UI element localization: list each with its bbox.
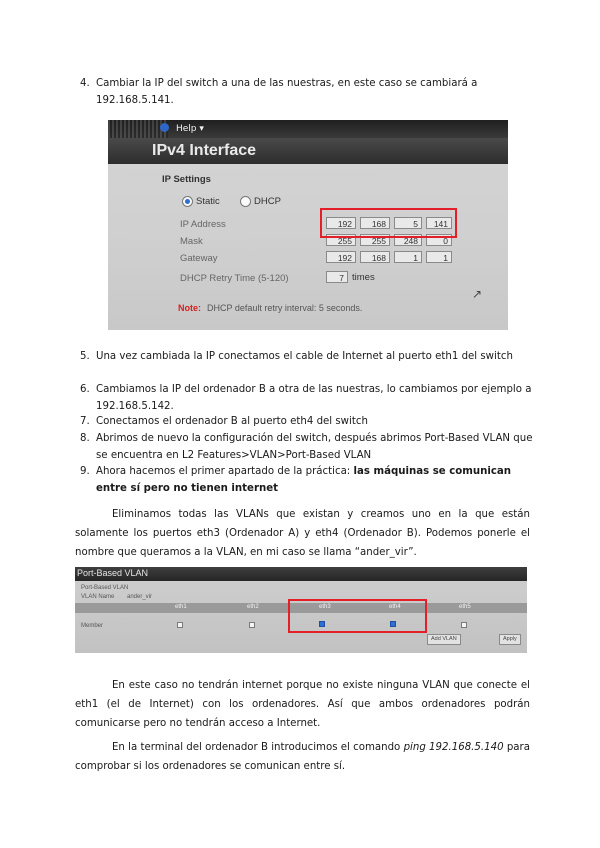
list-text: Conectamos el ordenador B al puerto eth4 del switch [96, 416, 368, 427]
paragraph-no-internet: En este caso no tendrán internet porque no existe ninguna VLAN que conecte el eth1 (el de Internet) con los ordenadores. Así que ambos ordenadores podrán comunicarse pero no tendrán acceso a Internet. [75, 680, 530, 729]
col-eth2: eth2 [247, 604, 259, 610]
list-item-step-5 [80, 348, 536, 365]
mask-octet-1: 255 [326, 234, 356, 246]
list-number: 9. [80, 466, 90, 477]
ping-command: ping 192.168.5.140 [403, 742, 504, 753]
menu-bar [108, 120, 508, 138]
help-icon [160, 123, 169, 132]
dhcp-label: DHCP [254, 196, 281, 207]
list-item-step-8 [80, 430, 536, 464]
eth1-checkbox-icon [177, 622, 183, 628]
col-eth5: eth5 [459, 604, 471, 610]
retry-input: 7 [326, 271, 348, 283]
panel-header [108, 138, 508, 164]
ip-octet-1: 192 [326, 217, 356, 229]
panel-title: Port-Based VLAN [77, 568, 149, 578]
gateway-octet-2: 168 [360, 251, 390, 263]
dhcp-retry-label: DHCP Retry Time (5-120) [180, 273, 289, 284]
mask-octet-3: 248 [394, 234, 422, 246]
list-text: Abrimos de nuevo la configuración del switch, después abrimos Port-Based VLAN que se encuentra en L2 Features>VLAN>Port-Based VLAN [96, 433, 533, 461]
vlan-name-value: ander_vir [127, 594, 153, 600]
list-number: 4. [80, 78, 90, 89]
apply-button: Apply [499, 634, 521, 645]
mouse-cursor-icon: ↗ [472, 287, 483, 301]
gateway-octet-3: 1 [394, 251, 422, 263]
list-text: Una vez cambiada la IP conectamos el cable de Internet al puerto eth1 del switch [96, 351, 513, 362]
panel-subtitle: Port-Based VLAN [81, 585, 129, 591]
list-number: 6. [80, 384, 90, 395]
list-text: Cambiar la IP del switch a una de las nuestras, en este caso se cambiará a 192.168.5.141. [96, 78, 478, 106]
ip-octet-3: 5 [394, 217, 422, 229]
port-based-vlan-screenshot [75, 567, 527, 653]
list-item-step-4 [80, 75, 536, 109]
eth2-checkbox-icon [249, 622, 255, 628]
ip-address-label: IP Address [180, 219, 226, 230]
note-label: Note: [178, 303, 201, 313]
member-row-label: Member [81, 623, 104, 629]
list-item-step-6 [80, 381, 536, 415]
dhcp-radio-icon [240, 196, 251, 207]
gateway-label: Gateway [180, 253, 218, 264]
list-item-step-9 [80, 463, 536, 497]
gateway-octet-4: 1 [426, 251, 452, 263]
panel-title: IPv4 Interface [152, 142, 257, 159]
list-text: Cambiamos la IP del ordenador B a otra de las nuestras, lo cambiamos por ejemplo a 192.168.5.142. [96, 384, 532, 412]
list-text: Ahora hacemos el primer apartado de la práctica: [96, 466, 354, 477]
eth5-checkbox-icon [461, 622, 467, 628]
note-text: DHCP default retry interval: 5 seconds. [207, 303, 363, 313]
gateway-octet-1: 192 [326, 251, 356, 263]
ip-octet-4: 141 [426, 217, 452, 229]
list-item-step-7 [80, 413, 536, 430]
vlan-name-label: VLAN Name [81, 594, 115, 600]
section-title: IP Settings [162, 174, 211, 185]
help-menu: Help ▾ [160, 123, 204, 134]
static-radio-icon [182, 196, 193, 207]
mask-label: Mask [180, 236, 203, 247]
note-line [178, 303, 362, 313]
retry-unit: times [352, 272, 375, 283]
paragraph-vlan-creation: Eliminamos todas las VLANs que existan y creamos uno en la que están solamente los puertos eth3 (Ordenador A) y eth4 (Ordenador B). Podemos ponerle el nombre que queramos a la VLAN, en mi caso se llama “ander_vir”. [75, 509, 530, 558]
static-label: Static [196, 196, 220, 207]
col-eth3: eth3 [319, 604, 331, 610]
mask-octet-4: 0 [426, 234, 452, 246]
list-number: 7. [80, 416, 90, 427]
highlight-box [288, 599, 427, 633]
add-vlan-button: Add VLAN [427, 634, 461, 645]
col-eth1: eth1 [175, 604, 187, 610]
panel-header [75, 567, 527, 581]
highlight-box [320, 208, 457, 238]
list-text-bold: las máquinas se comunican entre sí pero no tienen internet [96, 466, 512, 494]
list-number: 5. [80, 351, 90, 362]
list-number: 8. [80, 433, 90, 444]
col-eth4: eth4 [389, 604, 401, 610]
paragraph-ping: En la terminal del ordenador B introducimos el comando ping 192.168.5.140 para comprobar si los ordenadores se comunican entre sí. [75, 742, 530, 772]
ip-octet-2: 168 [360, 217, 390, 229]
mask-octet-2: 255 [360, 234, 390, 246]
ipv4-interface-screenshot [108, 120, 508, 330]
